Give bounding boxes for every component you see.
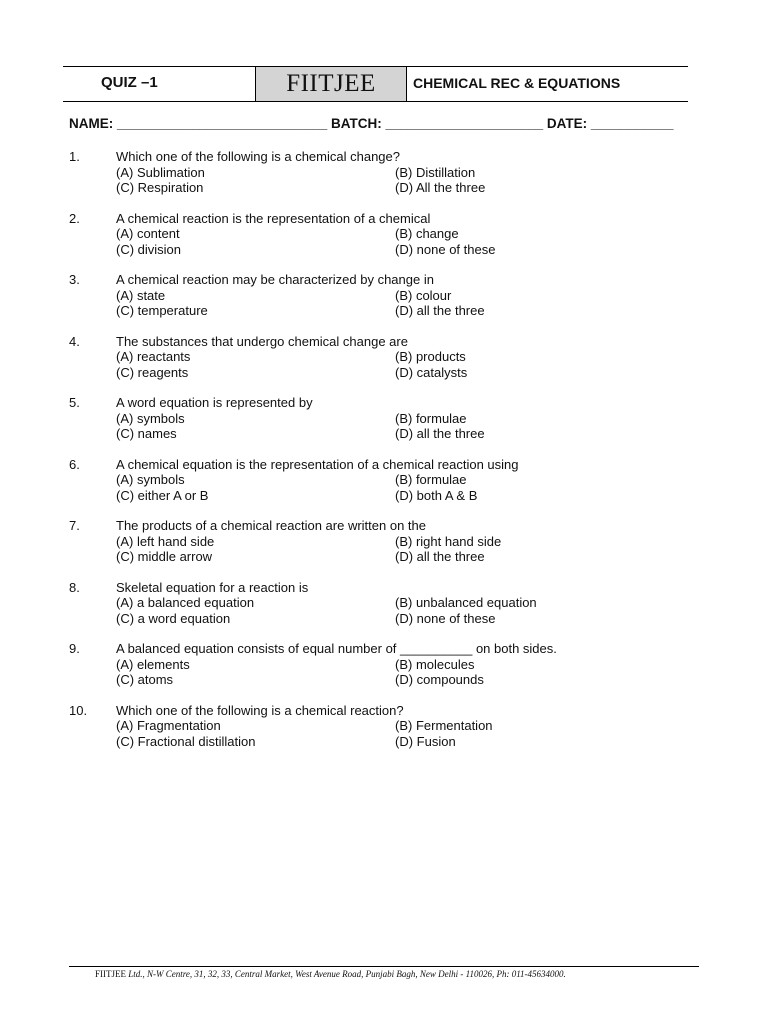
option-b: (B) Fermentation <box>395 718 493 733</box>
question-item <box>69 641 709 703</box>
option-c: (C) names <box>116 426 177 441</box>
question-item <box>69 334 709 396</box>
option-d: (D) both A & B <box>395 487 478 503</box>
option-a: (A) left hand side <box>116 533 215 549</box>
question-number: 7. <box>69 518 80 533</box>
question-number: 10. <box>69 702 88 718</box>
subject-title: CHEMICAL REC & EQUATIONS <box>413 75 621 91</box>
option-a: (A) symbols <box>116 410 185 426</box>
option-b: (B) molecules <box>395 656 475 672</box>
footer-brand: FIITJEE <box>95 969 126 979</box>
option-c: (C) Fractional distillation <box>116 733 256 749</box>
option-c: (C) division <box>116 241 182 257</box>
option-a: (A) reactants <box>116 349 191 364</box>
footer-address <box>95 969 566 979</box>
option-d: (D) catalysts <box>395 364 468 380</box>
question-item <box>69 580 709 642</box>
option-a: (A) Fragmentation <box>116 718 221 733</box>
question-text: A chemical reaction may be characterized by change in <box>116 272 434 287</box>
option-d: (D) none of these <box>395 610 496 626</box>
student-fields: NAME: ____________________________ BATCH: _____________________ DATE: ___________ <box>69 116 674 131</box>
fiitjee-logo: FIITJEE <box>255 66 407 102</box>
question-text: Skeletal equation for a reaction is <box>116 579 309 595</box>
option-b: (B) unbalanced equation <box>395 595 537 610</box>
question-item <box>69 149 709 211</box>
question-number: 5. <box>69 395 80 410</box>
option-a: (A) a balanced equation <box>116 595 255 610</box>
option-a: (A) Sublimation <box>116 164 205 180</box>
option-c: (C) atoms <box>116 672 174 687</box>
question-list <box>69 149 709 764</box>
option-c: (C) either A or B <box>116 487 209 503</box>
question-number: 9. <box>69 641 80 656</box>
option-b: (B) products <box>395 349 466 364</box>
option-d: (D) all the three <box>395 549 485 564</box>
question-text: A word equation is represented by <box>116 395 313 410</box>
option-a: (A) symbols <box>116 472 185 487</box>
option-c: (C) Respiration <box>116 180 204 195</box>
option-b: (B) Distillation <box>395 164 476 180</box>
question-item <box>69 457 709 519</box>
option-a: (A) content <box>116 226 180 241</box>
option-b: (B) right hand side <box>395 533 502 549</box>
question-number: 6. <box>69 456 80 472</box>
question-number: 3. <box>69 272 80 287</box>
question-text: The products of a chemical reaction are written on the <box>116 518 426 533</box>
option-c: (C) middle arrow <box>116 549 213 564</box>
option-d: (D) all the three <box>395 426 485 441</box>
option-d: (D) compounds <box>395 672 484 687</box>
question-item <box>69 703 709 765</box>
option-d: (D) Fusion <box>395 733 456 749</box>
question-item <box>69 211 709 273</box>
question-number: 2. <box>69 210 80 226</box>
question-item <box>69 518 709 580</box>
question-number: 1. <box>69 149 80 164</box>
option-b: (B) formulae <box>395 472 467 487</box>
question-text: Which one of the following is a chemical reaction? <box>116 702 404 718</box>
question-number: 4. <box>69 333 80 349</box>
quiz-title: QUIZ –1 <box>101 74 158 91</box>
question-text: The substances that undergo chemical change are <box>116 333 408 349</box>
question-text: A chemical reaction is the representation of a chemical <box>116 210 431 226</box>
option-a: (A) elements <box>116 656 190 672</box>
question-text: Which one of the following is a chemical change? <box>116 149 400 164</box>
option-c: (C) reagents <box>116 364 189 380</box>
option-d: (D) all the three <box>395 303 485 318</box>
question-number: 8. <box>69 579 80 595</box>
option-b: (B) formulae <box>395 410 467 426</box>
option-b: (B) change <box>395 226 459 241</box>
option-b: (B) colour <box>395 287 452 303</box>
question-text: A balanced equation consists of equal number of __________ on both sides. <box>116 641 557 656</box>
option-c: (C) a word equation <box>116 610 231 626</box>
option-d: (D) All the three <box>395 180 486 195</box>
question-item <box>69 272 709 334</box>
option-c: (C) temperature <box>116 303 208 318</box>
footer-divider <box>69 966 699 967</box>
question-text: A chemical equation is the representation of a chemical reaction using <box>116 456 519 472</box>
option-d: (D) none of these <box>395 241 496 257</box>
option-a: (A) state <box>116 287 166 303</box>
question-item <box>69 395 709 457</box>
footer-text: Ltd., N-W Centre, 31, 32, 33, Central Market, West Avenue Road, Punjabi Bagh, New Delhi - 110026, Ph: 011-45634000. <box>126 969 566 979</box>
quiz-header <box>63 66 688 102</box>
